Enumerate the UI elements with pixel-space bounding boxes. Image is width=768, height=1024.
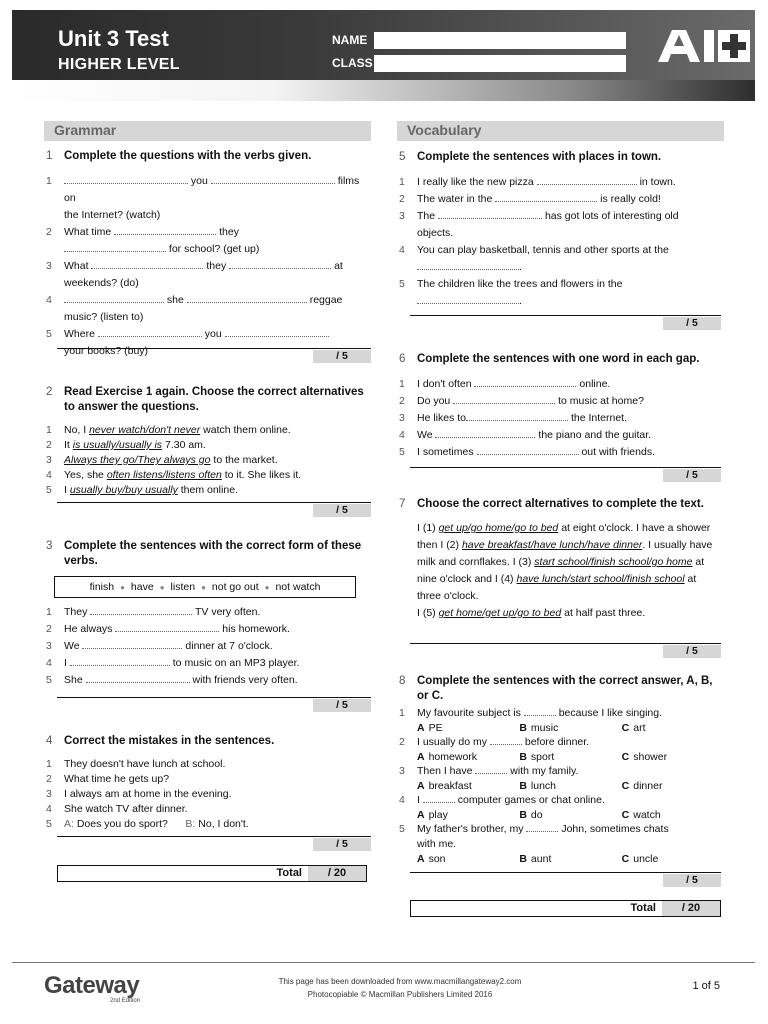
exercise-number: 3 <box>46 540 53 552</box>
answer-blank[interactable] <box>475 764 507 774</box>
answer-blank[interactable] <box>64 242 166 252</box>
list-item: . <box>399 293 724 310</box>
alternatives[interactable]: usually buy/buy usually <box>69 484 178 496</box>
exercise-7-score: / 5 <box>410 643 721 657</box>
name-label: NAME <box>332 33 368 47</box>
answer-blank[interactable] <box>417 260 519 270</box>
exercise-6-score: / 5 <box>410 467 721 481</box>
alternatives[interactable]: have breakfast/have lunch/have dinner <box>461 539 643 551</box>
answer-blank[interactable] <box>490 735 522 745</box>
alternatives[interactable]: have lunch/start school/finish school <box>516 573 685 585</box>
list-item: 4 I to music on an MP3 player. <box>46 657 300 669</box>
exercise-4-score: / 5 <box>57 836 371 850</box>
list-item: 2 What time they <box>46 226 239 238</box>
option-b[interactable]: B aunt <box>519 853 552 865</box>
list-item: 1 They doesn't have lunch at school. <box>46 758 226 770</box>
answer-blank[interactable] <box>537 175 637 185</box>
list-item: 5 A: Does you do sport? B: No, I don't. <box>46 818 249 830</box>
exercise-4 <box>46 734 371 832</box>
test-level: HIGHER LEVEL <box>58 56 180 73</box>
list-item: 5 Where you <box>46 326 366 343</box>
list-item: music? (listen to) <box>64 311 144 323</box>
alternatives[interactable]: never watch/don't never <box>89 424 201 436</box>
list-item: 4 I computer games or chat online. <box>399 794 605 806</box>
a1-plus-logo <box>656 28 752 64</box>
list-item: 4 We the piano and the guitar. <box>399 429 652 441</box>
option-b[interactable]: B lunch <box>519 780 557 792</box>
bullet-icon: ● <box>120 582 125 592</box>
exercise-number: 4 <box>46 735 53 747</box>
exercise-number: 7 <box>399 498 406 510</box>
word-option: listen <box>170 581 196 593</box>
exercise-title: Complete the sentences with the correct form of these verbs. <box>64 540 362 567</box>
answer-blank[interactable] <box>225 327 329 337</box>
exercise-8 <box>399 674 724 866</box>
answer-options <box>399 750 724 764</box>
list-item: 3 The has got lots of interesting old <box>399 210 679 222</box>
list-item: . <box>399 259 724 276</box>
answer-blank[interactable] <box>229 259 331 269</box>
option-c[interactable]: C dinner <box>621 780 663 792</box>
exercise-7 <box>399 497 721 622</box>
exercise-2 <box>46 385 371 498</box>
list-item: 5 I usually buy/buy usually them online. <box>46 484 238 496</box>
answer-blank[interactable] <box>114 225 216 235</box>
option-c[interactable]: C art <box>621 722 646 734</box>
list-item: 5 She with friends very often. <box>46 674 298 686</box>
exercise-3 <box>46 539 371 689</box>
answer-blank[interactable] <box>211 174 335 184</box>
word-option: not watch <box>275 581 321 593</box>
list-item: 2 He always his homework. <box>46 623 290 635</box>
answer-blank[interactable] <box>453 394 555 404</box>
exercise-title: Complete the questions with the verbs given. <box>64 150 312 162</box>
copyright-note: Photocopiable © Macmillan Publishers Limited 2016 <box>307 990 493 999</box>
answer-blank[interactable] <box>64 293 164 303</box>
exercise-1-score: / 5 <box>57 348 371 362</box>
option-b[interactable]: B music <box>519 722 559 734</box>
exercise-title: Complete the sentences with the correct answer, A, B, or C. <box>417 675 713 702</box>
list-item: 3 I always am at home in the evening. <box>46 788 232 800</box>
list-item: 1 I really like the new pizza in town. <box>399 176 676 188</box>
exercise-title: Choose the correct alternatives to complete the text. <box>417 498 704 510</box>
list-item: objects. <box>417 227 454 239</box>
list-item: 3 Then I have with my family. <box>399 765 579 777</box>
alternatives[interactable]: get home/get up/go to bed <box>438 607 562 619</box>
list-item: 1 you films on <box>46 175 360 204</box>
answer-blank[interactable] <box>524 706 556 716</box>
answer-blank[interactable] <box>474 377 576 387</box>
alternatives[interactable]: often listens/listens often <box>106 469 222 481</box>
gateway-logo: Gateway <box>44 972 140 999</box>
header-strip <box>12 80 755 101</box>
list-item: 4 Yes, she often listens/listens often to it. She likes it. <box>46 469 302 481</box>
option-a[interactable]: A homework <box>417 751 478 763</box>
exercise-8-score: / 5 <box>410 872 721 886</box>
option-b[interactable]: B do <box>519 809 543 821</box>
list-item: 2 It is usually/usually is 7.30 am. <box>46 439 206 451</box>
answer-blank[interactable] <box>526 822 558 832</box>
answer-blank[interactable] <box>86 673 190 683</box>
option-a[interactable]: A son <box>417 853 446 865</box>
option-a[interactable]: A breakfast <box>417 780 472 792</box>
name-field[interactable] <box>374 32 626 49</box>
word-option: have <box>130 581 154 593</box>
answer-options <box>399 808 724 822</box>
exercise-number: 8 <box>399 675 406 687</box>
list-item: your books? (buy) <box>64 345 149 357</box>
class-field[interactable] <box>374 55 626 72</box>
vocabulary-heading: Vocabulary <box>397 121 724 141</box>
option-b[interactable]: B sport <box>519 751 555 763</box>
list-item: 3 We dinner at 7 o'clock. <box>46 640 273 652</box>
list-item: 3 He likes to the Internet. <box>399 412 627 424</box>
text-passage: I (1) get up/go home/go to bed at eight o'clock. I have a shower then I (2) have breakfast/have lunch/have dinner. I usually have milk and cornflakes. I (3) start school/finish school/go home at nine o'clock and I (4) have lunch/start school/finish school at three o'clock. I (5) get home/get up/go to bed at half past three. <box>417 522 713 619</box>
alternatives[interactable]: get up/go home/go to bed <box>438 522 559 534</box>
page-number: 1 of 5 <box>692 980 720 992</box>
answer-blank[interactable] <box>115 622 219 632</box>
list-item: 1 No, I never watch/don't never watch them online. <box>46 424 291 436</box>
answer-blank[interactable] <box>98 327 202 337</box>
alternatives[interactable]: start school/finish school/go home <box>534 556 693 568</box>
footer-divider <box>12 962 755 963</box>
download-note: This page has been downloaded from www.macmillangateway2.com <box>278 977 522 986</box>
exercise-number: 2 <box>46 386 53 398</box>
exercise-number: 6 <box>399 353 406 365</box>
answer-options <box>399 779 724 793</box>
option-c[interactable]: C shower <box>621 751 668 763</box>
list-item: with me. <box>417 838 457 850</box>
exercise-5-score: / 5 <box>410 315 721 329</box>
answer-blank[interactable] <box>91 259 203 269</box>
exercise-3-score: / 5 <box>57 697 371 711</box>
list-item: 1 They TV very often. <box>46 606 261 618</box>
test-title: Unit 3 Test <box>58 26 169 51</box>
option-c[interactable]: C uncle <box>621 853 659 865</box>
answer-blank[interactable] <box>466 411 568 421</box>
list-item: 4 she reggae <box>46 294 343 306</box>
exercise-title: Complete the sentences with places in town. <box>417 151 662 163</box>
bullet-icon: ● <box>264 582 270 592</box>
list-item: 4 You can play basketball, tennis and other sports at the <box>399 244 669 256</box>
list-item: 1 I don't often online. <box>399 378 611 390</box>
vocabulary-total: Total / 20 <box>410 900 721 917</box>
list-item: 3 What they at <box>46 260 343 272</box>
list-item: the Internet? (watch) <box>64 209 161 221</box>
edition-label: 2nd Edition <box>110 998 141 1004</box>
exercise-1 <box>46 149 366 360</box>
answer-blank[interactable] <box>435 428 535 438</box>
answer-blank[interactable] <box>495 192 597 202</box>
answer-blank[interactable] <box>90 605 192 615</box>
answer-options <box>399 852 724 866</box>
exercise-title: Correct the mistakes in the sentences. <box>64 735 275 747</box>
exercise-2-score: / 5 <box>57 502 371 516</box>
answer-blank[interactable] <box>438 209 542 219</box>
answer-blank[interactable] <box>187 293 307 303</box>
answer-blank[interactable] <box>423 793 455 803</box>
exercise-6 <box>399 352 734 461</box>
word-box <box>54 576 356 598</box>
word-option: not go out <box>211 581 259 593</box>
option-c[interactable]: C watch <box>621 809 661 821</box>
grammar-heading: Grammar <box>44 121 371 141</box>
list-item: 1 My favourite subject is because I like singing. <box>399 707 663 719</box>
list-item: 2 I usually do my before dinner. <box>399 736 590 748</box>
answer-blank[interactable] <box>82 639 182 649</box>
exercise-title: Complete the sentences with one word in each gap. <box>417 353 700 365</box>
bullet-icon: ● <box>159 582 165 592</box>
list-item: weekends? (do) <box>64 277 139 289</box>
list-item: 3 Always they go/They always go to the market. <box>46 454 278 466</box>
answer-blank[interactable] <box>417 294 519 304</box>
class-label: CLASS <box>332 56 373 70</box>
grammar-total: Total / 20 <box>57 865 367 882</box>
answer-blank[interactable] <box>477 445 579 455</box>
list-item: 5 I sometimes out with friends. <box>399 446 655 458</box>
answer-blank[interactable] <box>70 656 170 666</box>
list-item: 5 The children like the trees and flowers in the <box>399 278 623 290</box>
bullet-icon: ● <box>201 582 206 592</box>
exercise-number: 1 <box>46 150 53 162</box>
option-a[interactable]: A play <box>417 809 448 821</box>
exercise-title: Read Exercise 1 again. Choose the correct alternatives to answer the questions. <box>64 386 364 413</box>
list-item: 2 Do you to music at home? <box>399 395 644 407</box>
answer-options <box>399 721 724 735</box>
alternatives[interactable]: Always they go/They always go <box>64 454 211 466</box>
exercise-number: 5 <box>399 151 406 163</box>
list-item: 4 She watch TV after dinner. <box>46 803 188 815</box>
exercise-5 <box>399 150 724 310</box>
word-option: finish <box>89 581 115 593</box>
list-item: 5 My father's brother, my John, sometimes chats <box>399 823 669 835</box>
list-item: 2 The water in the is really cold! <box>399 193 661 205</box>
option-a[interactable]: A PE <box>417 722 443 734</box>
list-item: for school? (get up) <box>46 241 366 258</box>
list-item: 2 What time he gets up? <box>46 773 170 785</box>
alternatives[interactable]: is usually/usually is <box>72 439 163 451</box>
answer-blank[interactable] <box>64 174 188 184</box>
